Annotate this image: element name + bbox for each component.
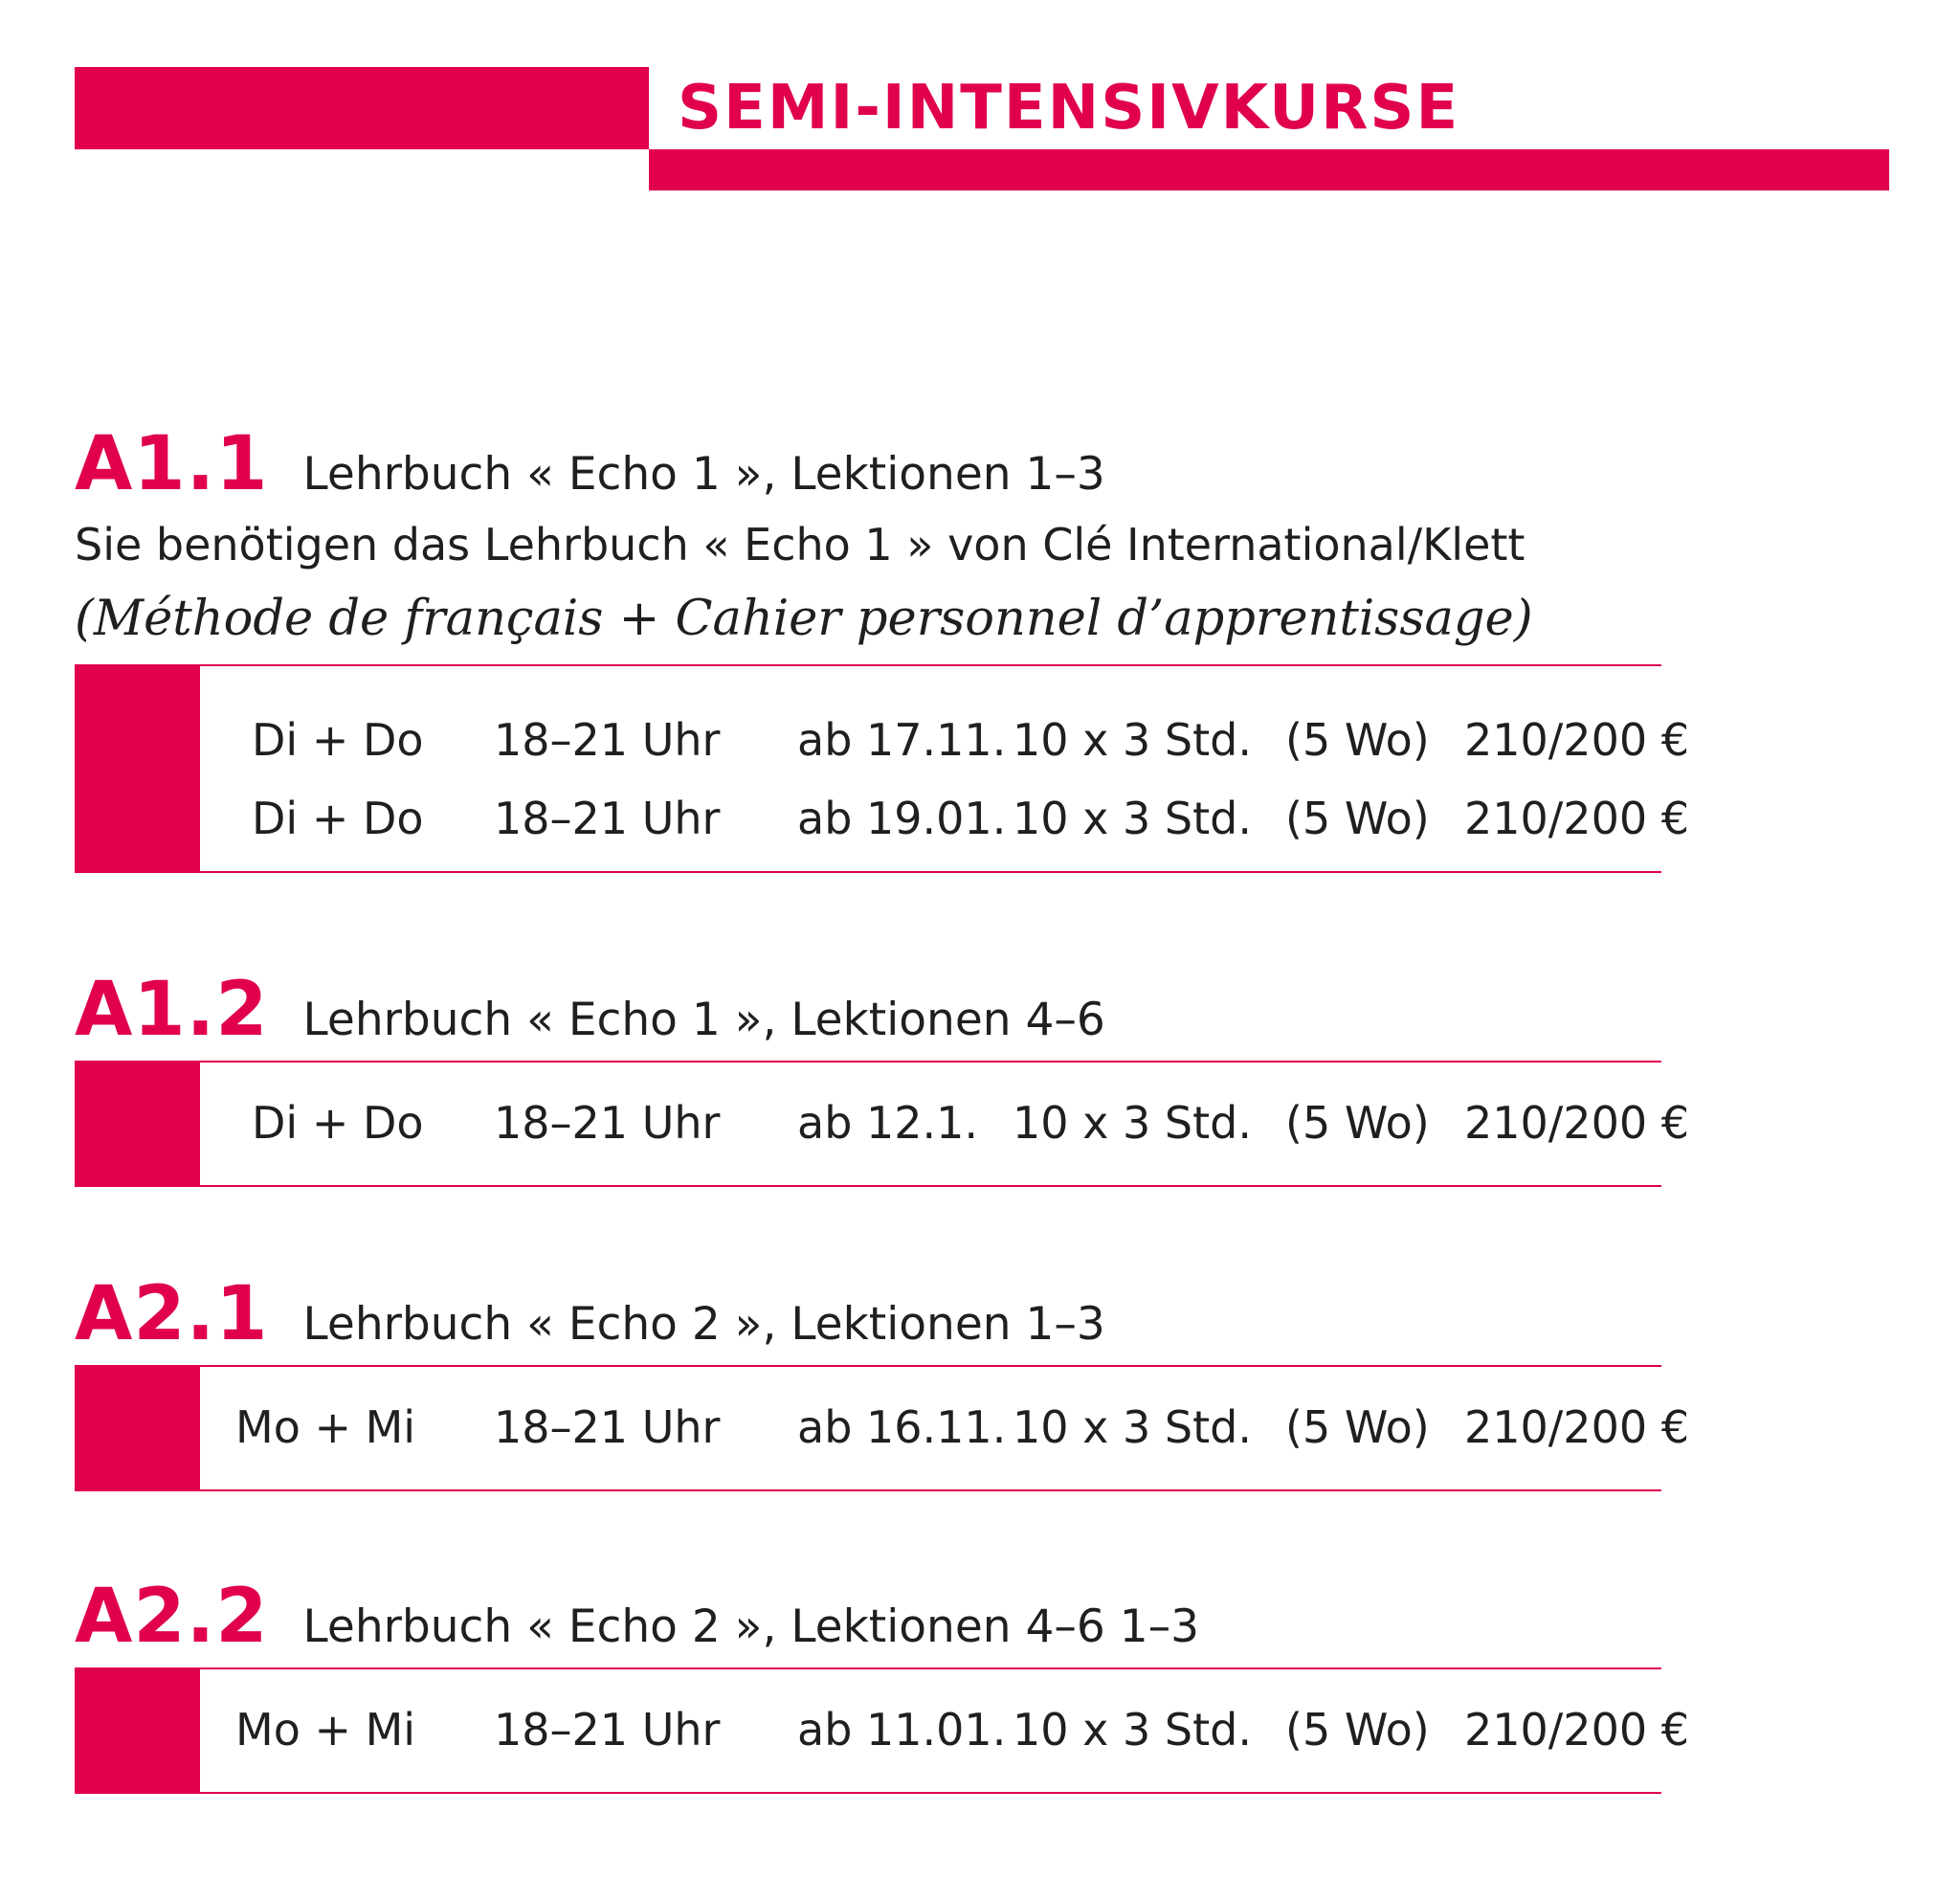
schedule-row bbox=[75, 1390, 1689, 1468]
session-units: 10 x 3 Std. bbox=[1013, 714, 1252, 766]
session-weeks: (5 Wo) bbox=[1285, 1704, 1430, 1756]
course-heading bbox=[75, 1574, 1702, 1660]
schedule-table bbox=[75, 1667, 1689, 1794]
session-time: 18–21 Uhr bbox=[494, 1097, 721, 1149]
course-heading bbox=[75, 421, 1702, 507]
divider bbox=[200, 1185, 1661, 1187]
divider bbox=[200, 1792, 1661, 1794]
schedule-row bbox=[75, 703, 1689, 781]
session-days: Mo + Mi bbox=[235, 1704, 416, 1756]
schedule-table bbox=[75, 664, 1689, 873]
divider bbox=[200, 664, 1661, 666]
course-a2-2 bbox=[75, 1574, 1702, 1794]
session-units: 10 x 3 Std. bbox=[1013, 1097, 1252, 1149]
session-time: 18–21 Uhr bbox=[494, 793, 721, 844]
session-weeks: (5 Wo) bbox=[1285, 714, 1430, 766]
course-book: Lehrbuch « Echo 1 », Lektionen 1–3 bbox=[302, 448, 1105, 501]
course-note-italic: (Méthode de français + Cahier personnel d’apprentissage) bbox=[75, 591, 1533, 647]
session-days: Di + Do bbox=[252, 1097, 424, 1149]
session-price: 210/200 € bbox=[1464, 714, 1689, 766]
session-weeks: (5 Wo) bbox=[1285, 1097, 1430, 1149]
session-price: 210/200 € bbox=[1464, 793, 1689, 844]
session-units: 10 x 3 Std. bbox=[1013, 1704, 1252, 1756]
session-start: ab 17.11. bbox=[797, 714, 1007, 766]
session-days: Di + Do bbox=[252, 793, 424, 844]
session-days: Di + Do bbox=[252, 714, 424, 766]
session-units: 10 x 3 Std. bbox=[1013, 793, 1252, 844]
session-start: ab 19.01. bbox=[797, 793, 1007, 844]
header-bar-right bbox=[649, 149, 1889, 190]
session-start: ab 12.1. bbox=[797, 1097, 979, 1149]
session-price: 210/200 € bbox=[1464, 1401, 1689, 1453]
schedule-row bbox=[75, 1692, 1689, 1771]
course-book: Lehrbuch « Echo 2 », Lektionen 1–3 bbox=[302, 1298, 1105, 1351]
session-time: 18–21 Uhr bbox=[494, 714, 721, 766]
course-heading bbox=[75, 1271, 1702, 1357]
session-days: Mo + Mi bbox=[235, 1401, 416, 1453]
session-time: 18–21 Uhr bbox=[494, 1704, 721, 1756]
divider bbox=[200, 871, 1661, 873]
divider bbox=[200, 1365, 1661, 1367]
session-start: ab 11.01. bbox=[797, 1704, 1007, 1756]
schedule-table bbox=[75, 1061, 1689, 1187]
course-book: Lehrbuch « Echo 2 », Lektionen 4–6 1–3 bbox=[302, 1600, 1200, 1653]
session-price: 210/200 € bbox=[1464, 1704, 1689, 1756]
header-bar-left bbox=[75, 67, 649, 149]
session-time: 18–21 Uhr bbox=[494, 1401, 721, 1453]
course-book: Lehrbuch « Echo 1 », Lektionen 4–6 bbox=[302, 994, 1105, 1046]
session-units: 10 x 3 Std. bbox=[1013, 1401, 1252, 1453]
course-level: A1.1 bbox=[75, 421, 269, 507]
session-price: 210/200 € bbox=[1464, 1097, 1689, 1149]
schedule-row bbox=[75, 1085, 1689, 1164]
schedule-table bbox=[75, 1365, 1689, 1491]
course-heading bbox=[75, 967, 1702, 1053]
course-a2-1 bbox=[75, 1271, 1702, 1491]
course-a1-1 bbox=[75, 421, 1702, 873]
page-title: SEMI-INTENSIVKURSE bbox=[678, 73, 1460, 144]
course-note: Sie benötigen das Lehrbuch « Echo 1 » von Clé International/Klett bbox=[75, 519, 1526, 571]
course-level: A2.2 bbox=[75, 1574, 269, 1660]
divider bbox=[200, 1061, 1661, 1063]
session-start: ab 16.11. bbox=[797, 1401, 1007, 1453]
session-weeks: (5 Wo) bbox=[1285, 793, 1430, 844]
course-level: A2.1 bbox=[75, 1271, 269, 1357]
divider bbox=[200, 1489, 1661, 1491]
schedule-row bbox=[75, 781, 1689, 860]
divider bbox=[200, 1667, 1661, 1669]
course-a1-2 bbox=[75, 967, 1702, 1187]
session-weeks: (5 Wo) bbox=[1285, 1401, 1430, 1453]
course-level: A1.2 bbox=[75, 967, 269, 1053]
